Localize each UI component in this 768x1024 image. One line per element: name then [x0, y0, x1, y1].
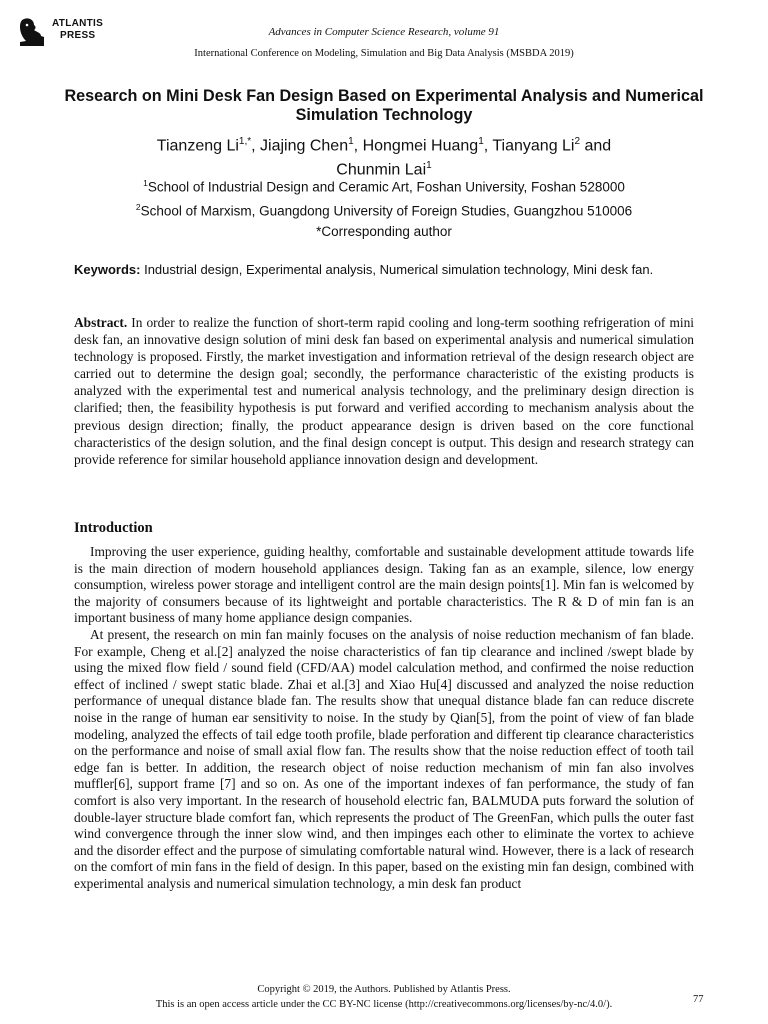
- author-name: Chunmin Lai: [336, 161, 427, 179]
- keywords: [74, 262, 694, 278]
- keywords-label: Keywords:: [74, 262, 141, 277]
- affiliation-2: $^2$School of Marxism, Guangdong University of Foreign Studies, Guangzhou 510006: [135, 202, 633, 219]
- author-name: Jiajing Chen: [260, 137, 349, 155]
- journal-header: Advances in Computer Science Research, volume 91: [268, 26, 500, 38]
- abstract: [74, 314, 694, 468]
- section-heading-introduction: Introduction: [74, 520, 153, 536]
- author-affil-mark: 2: [574, 136, 581, 147]
- author-affil-mark: 1: [348, 136, 354, 147]
- author-affil-mark: 1: [426, 160, 432, 172]
- publisher-name-line2: PRESS: [60, 30, 96, 41]
- author-list: Tianzeng $Li^{1,*}$, Jiajing Chen$^1$, Hongmei Huang$^1$, Tianyang Li$^2$ and Chunmin Lai$^1$: [156, 136, 612, 179]
- author-name: Tianyang Li: [492, 137, 575, 155]
- affiliation-1: $^1$School of Industrial Design and Ceramic Art, Foshan University, Foshan 528000: [143, 178, 625, 195]
- abstract-label: Abstract.: [74, 315, 128, 330]
- author-affil-mark: 1,*: [238, 136, 252, 147]
- keywords-text: Industrial design, Experimental analysis, Numerical simulation technology, Mini desk fan.: [144, 262, 654, 277]
- corresponding-author-note: *Corresponding author: [316, 224, 452, 239]
- paper-title: Research on Mini Desk Fan Design Based on Experimental Analysis and Numerical Simulation Technology: [64, 87, 704, 124]
- footer: [0, 982, 768, 1012]
- paragraph: Improving the user experience, guiding healthy, comfortable and sustainable development attitude towards life is the main direction of modern household appliances design. Taking fan as an example, silence, low energy consumption, wireless power storage and intelligent control are the main design points[1]. Min fan is welcomed by the majority of consumers because of its lightweight and portable characteristics. The R & D of min fan is an important business of many home appliance design companies.: [74, 544, 694, 626]
- abstract-text: In order to realize the function of short-term rapid cooling and long-term soothing refrigeration of mini desk fan, an innovative design solution of mini desk fan based on experimental analysis and numerical simulation technology is proposed. Firstly, the market investigation and information retrieval of the design research object are carried out to determine the design goal; secondly, the performance characteristic of the existing products is analyzed with the experimental test and numerical analysis technology, and the preliminary design direction is clarified; then, the feasibility hypothesis is put forward and verified according to mechanism analysis about the previous design direction; finally, the product appearance design is driven based on the core functional characteristics of the design solution, and the final design concept is output. This design and research strategy can provide reference for similar household appliance innovation design and development.: [74, 315, 694, 467]
- author-affil-mark: 1: [478, 136, 484, 147]
- license-notice: This is an open access article under the CC BY-NC license (http://creativecommons.org/licenses/by-nc/4.0/).: [155, 999, 613, 1010]
- paragraph: At present, the research on min fan mainly focuses on the analysis of noise reduction mechanism of fan blade. For example, Cheng et al.[2] analyzed the noise characteristics of fan tip clearance and inclined /swept blade by using the mixed flow field / sound field (CFD/AA) model calculation method, and confirmed the noise reduction effect of inclined / swept static blade. Zhai et al.[3] and Xiao Hu[4] discussed and analyzed the noise reduction performance of unequal distance blade fan. The results show that unequal distance blade fan can reduce discrete noise in the range of human ear sensitivity to noise. In the study by Qian[5], from the point of view of fan blade modeling, analyzed the effects of tail edge tooth profile, blade perforation and different tip clearance characteristics on the performance and noise of small axial flow fan. The results show that the noise reduction effect of tooth tail edge fan is better. In addition, the research object of noise reduction mechanism of min fan also involves muffler[6], support frame [7] and so on. As one of the important indexes of fan performance, the study of fan comfort is also very important. In the research of household electric fan, BALMUDA puts forward the solution of double-layer structure blade comfort fan, which represents the product of The GreenFan, which pulls the outer fast wind convergence through the inner slow wind, and then impinges each other to eliminate the vortex to achieve and the disorder effect and the purpose of simulating comfortable natural wind. However, there is a lack of research on the comfort of min fans in the field of design. In this paper, based on the existing min fan design, combined with experimental analysis and numerical simulation technology, a min desk fan product: [74, 626, 694, 891]
- publisher-name-line1: ATLANTIS: [52, 18, 104, 29]
- copyright-notice: Copyright © 2019, the Authors. Published by Atlantis Press.: [257, 984, 511, 995]
- page-number: 77: [693, 994, 704, 1005]
- author-name: Hongmei Huang: [362, 137, 479, 155]
- conference-header: International Conference on Modeling, Simulation and Big Data Analysis (MSBDA 2019): [194, 48, 574, 59]
- introduction-body: [74, 544, 694, 892]
- author-name: Tianzeng Li: [156, 137, 239, 155]
